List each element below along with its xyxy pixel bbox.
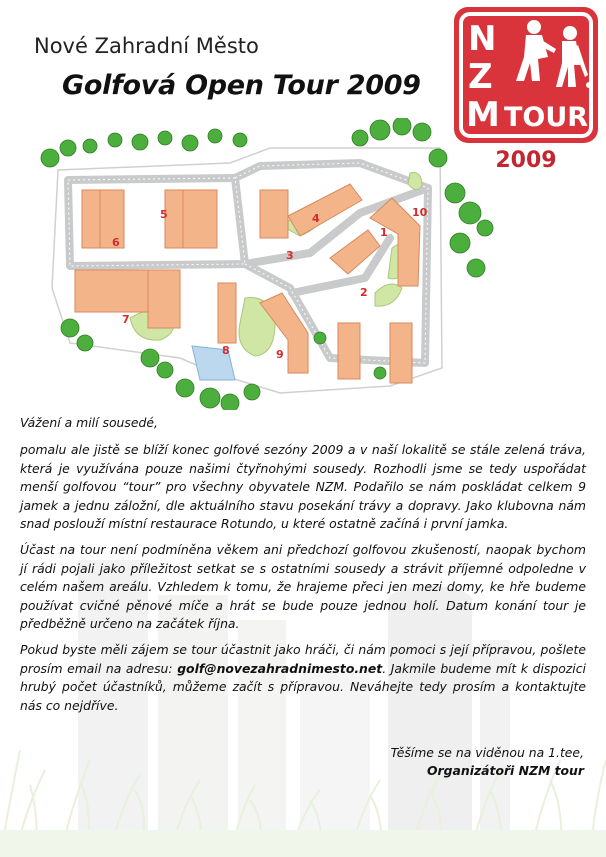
contact-email-link[interactable]: golf@novezahradnimesto.net: [177, 660, 383, 676]
letter-body: [20, 414, 586, 723]
nzm-tour-logo: [452, 5, 600, 145]
signoff: [391, 744, 584, 781]
course-map: [30, 118, 500, 410]
signoff-organizers: Organizátoři NZM tour: [427, 763, 584, 779]
paragraph-1: pomalu ale jistě se blíží konec golfové sezóny 2009 a v naší lokalitě se stále zelená tráva, která je využívána pouze našimi čtyřnohými sousedy. Rozhodli jsme se tedy uspořádat menší golfovou “tour” pro všechny obyvatele NZM. Podařilo se nám poskládat celkem 9 jamek a jednu záložní, dle aktuálního stavu posekání trávy a dopravy. Jako klubovna nám snad poslouží místní restaurace Rotundo, u které ostatně začíná i první jamka.: [20, 442, 586, 532]
hole-6: 6: [112, 236, 120, 249]
header-subtitle: Nové Zahradní Město: [34, 34, 259, 58]
hole-10: 10: [412, 206, 428, 219]
paragraph-2: Účast na tour není podmíněna věkem ani předchozí golfovou zkušeností, naopak bychom jí rádi pojali jako příležitost setkat se s ostatními sousedy a strávit příjemné odpoledne v celém našem areálu. Vzhledem k tomu, že hrajeme přeci jen mezi domy, ke hře budeme používat cvičné pěnové míče a hrát se bude pouze jednou holí. Datum konání tour je předběžně určeno na začátek října.: [20, 542, 586, 632]
hole-9: 9: [276, 348, 284, 361]
hole-2: 2: [360, 286, 368, 299]
hole-4: 4: [312, 212, 320, 225]
hole-7: 7: [122, 313, 130, 326]
paragraph-3: [20, 641, 586, 715]
logo-word-tour: TOUR: [504, 102, 589, 133]
logo-letter-z: Z: [468, 57, 493, 97]
paragraph-3-intro: Pokud byste měli zájem se tour účastnit jako hráči, či nám pomoci s její přípravou, pošlete prosím email na adresu:: [20, 642, 586, 676]
hole-1: 1: [380, 226, 388, 239]
hole-5: 5: [160, 208, 168, 221]
signoff-line: Těšíme se na viděnou na 1.tee,: [390, 745, 584, 760]
hole-8: 8: [222, 344, 230, 357]
greeting: Vážení a milí sousedé,: [20, 415, 158, 430]
hole-3: 3: [286, 249, 294, 262]
logo-year: 2009: [495, 148, 557, 173]
logo-letter-n: N: [468, 19, 497, 59]
logo-letter-m: M: [466, 95, 500, 135]
page-title: Golfová Open Tour 2009: [62, 70, 421, 101]
paragraph-3-outro: . Jakmile budeme mít k dispozici hrubý počet účastníků, můžeme začít s přípravou. Neváhejte tedy prosím a kontaktujte nás co nejdříve.: [20, 660, 586, 713]
